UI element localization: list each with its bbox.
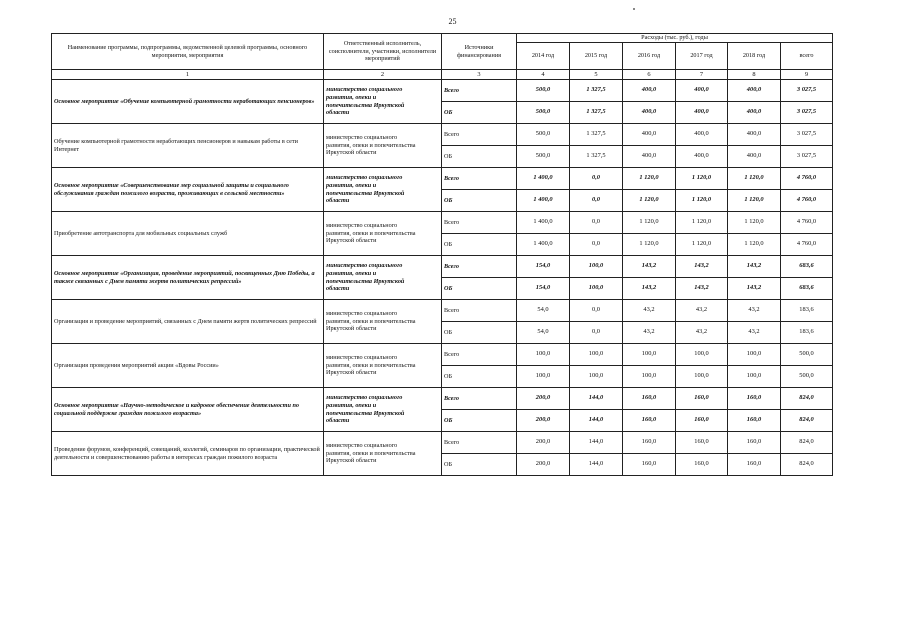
year-value: 144,0 — [570, 454, 623, 476]
year-value: 400,0 — [676, 102, 728, 124]
total-value: 683,6 — [781, 278, 833, 300]
funding-source: Всего — [442, 344, 517, 366]
table-body — [52, 80, 833, 476]
year-value: 160,0 — [676, 388, 728, 410]
funding-source: ОБ — [442, 190, 517, 212]
executor-line: министерство социального — [326, 393, 403, 401]
year-value: 160,0 — [623, 410, 676, 432]
executor-line: области — [326, 197, 350, 205]
executor-line: министерство социального — [326, 441, 398, 449]
year-value: 400,0 — [623, 102, 676, 124]
funding-source: ОБ — [442, 366, 517, 388]
executor-line: попечительства Иркутской — [326, 189, 405, 197]
year-value: 160,0 — [676, 454, 728, 476]
year-value: 154,0 — [517, 278, 570, 300]
funding-source: Всего — [442, 80, 517, 102]
executor-cell — [324, 388, 442, 432]
total-value: 4 760,0 — [781, 212, 833, 234]
year-value: 400,0 — [728, 146, 781, 168]
total-value: 4 760,0 — [781, 168, 833, 190]
executor-line: министерство социального — [326, 221, 398, 229]
header-year: 2017 год — [676, 43, 728, 70]
year-value: 160,0 — [623, 454, 676, 476]
column-number: 1 — [52, 70, 324, 80]
executor-line: развития, опеки и попечительства — [326, 361, 416, 369]
executor-line: попечительства Иркутской — [326, 101, 405, 109]
year-value: 0,0 — [570, 212, 623, 234]
column-number: 2 — [324, 70, 442, 80]
year-value: 200,0 — [517, 410, 570, 432]
activity-row — [52, 212, 833, 234]
year-value: 154,0 — [517, 256, 570, 278]
year-value: 1 327,5 — [570, 80, 623, 102]
year-value: 43,2 — [623, 300, 676, 322]
header-year: 2015 год — [570, 43, 623, 70]
executor-cell — [324, 212, 442, 256]
year-value: 1 120,0 — [676, 168, 728, 190]
year-value: 400,0 — [728, 102, 781, 124]
executor-line: развития, опеки и попечительства — [326, 229, 416, 237]
year-value: 100,0 — [570, 278, 623, 300]
executor-line: развития, опеки и попечительства — [326, 317, 416, 325]
funding-source: ОБ — [442, 234, 517, 256]
activity-row — [52, 300, 833, 322]
year-value: 43,2 — [676, 300, 728, 322]
column-number: 9 — [781, 70, 833, 80]
total-value: 824,0 — [781, 388, 833, 410]
funding-source: ОБ — [442, 322, 517, 344]
activity-name: Проведение форумов, конференций, совещаний, коллегий, семинаров по организации, практической деятельности и совершенствованию работы в интересах граждан пожилого возраста — [52, 432, 324, 476]
header-source: Источники финансирования — [442, 34, 517, 70]
year-value: 1 120,0 — [623, 212, 676, 234]
executor-line: министерство социального — [326, 133, 398, 141]
total-value: 500,0 — [781, 366, 833, 388]
total-value: 4 760,0 — [781, 190, 833, 212]
funding-source: ОБ — [442, 454, 517, 476]
activity-name: Основное мероприятие «Обучение компьютерной грамотности неработающих пенсионеров» — [52, 80, 324, 124]
executor-line: развития, опеки и попечительства — [326, 141, 416, 149]
header-year: 2018 год — [728, 43, 781, 70]
year-value: 400,0 — [728, 124, 781, 146]
column-number: 4 — [517, 70, 570, 80]
header-executor: Ответственный исполнитель, соисполнители, участники, исполнители мероприятий — [324, 34, 442, 70]
year-value: 100,0 — [517, 344, 570, 366]
total-value: 183,6 — [781, 300, 833, 322]
total-value: 3 027,5 — [781, 124, 833, 146]
executor-line: Иркутской области — [326, 325, 377, 333]
year-value: 144,0 — [570, 388, 623, 410]
year-value: 100,0 — [728, 366, 781, 388]
year-value: 100,0 — [570, 366, 623, 388]
funding-source: ОБ — [442, 278, 517, 300]
column-number: 6 — [623, 70, 676, 80]
executor-cell — [324, 300, 442, 344]
main-activity-row — [52, 80, 833, 102]
executor-line: министерство социального — [326, 309, 398, 317]
executor-cell — [324, 256, 442, 300]
activity-name: Основное мероприятие «Совершенствование мер социальной защиты и социального обслуживания граждан пожилого возраста, проживающих в сельской местности» — [52, 168, 324, 212]
year-value: 144,0 — [570, 410, 623, 432]
executor-line: попечительства Иркутской — [326, 409, 405, 417]
executor-cell — [324, 344, 442, 388]
year-value: 100,0 — [676, 344, 728, 366]
funding-source: Всего — [442, 432, 517, 454]
year-value: 43,2 — [623, 322, 676, 344]
year-value: 400,0 — [676, 146, 728, 168]
year-value: 1 120,0 — [676, 190, 728, 212]
total-value: 3 027,5 — [781, 146, 833, 168]
year-value: 100,0 — [517, 366, 570, 388]
year-value: 100,0 — [623, 366, 676, 388]
year-value: 1 327,5 — [570, 146, 623, 168]
year-value: 500,0 — [517, 102, 570, 124]
column-number: 8 — [728, 70, 781, 80]
year-value: 143,2 — [623, 278, 676, 300]
total-value: 824,0 — [781, 454, 833, 476]
year-value: 1 120,0 — [676, 234, 728, 256]
executor-line: развития, опеки и — [326, 181, 377, 189]
year-value: 54,0 — [517, 322, 570, 344]
activity-row — [52, 344, 833, 366]
total-value: 500,0 — [781, 344, 833, 366]
executor-line: министерство социального — [326, 261, 403, 269]
year-value: 1 120,0 — [728, 234, 781, 256]
budget-table — [51, 33, 833, 476]
year-value: 500,0 — [517, 80, 570, 102]
column-number: 7 — [676, 70, 728, 80]
year-value: 400,0 — [728, 80, 781, 102]
executor-line: области — [326, 109, 350, 117]
total-value: 824,0 — [781, 432, 833, 454]
year-value: 1 400,0 — [517, 234, 570, 256]
year-value: 144,0 — [570, 432, 623, 454]
executor-cell — [324, 168, 442, 212]
year-value: 1 120,0 — [728, 190, 781, 212]
executor-line: области — [326, 285, 350, 293]
year-value: 1 120,0 — [676, 212, 728, 234]
year-value: 0,0 — [570, 234, 623, 256]
year-value: 400,0 — [623, 146, 676, 168]
activity-name: Приобретение автотранспорта для мобильных социальных служб — [52, 212, 324, 256]
header-year: 2016 год — [623, 43, 676, 70]
year-value: 1 120,0 — [623, 168, 676, 190]
header-total: всего — [781, 43, 833, 70]
executor-line: развития, опеки и — [326, 93, 377, 101]
year-value: 1 120,0 — [623, 190, 676, 212]
funding-source: Всего — [442, 124, 517, 146]
executor-line: Иркутской области — [326, 457, 377, 465]
year-value: 43,2 — [728, 300, 781, 322]
year-value: 0,0 — [570, 190, 623, 212]
year-value: 143,2 — [728, 278, 781, 300]
activity-name: Обучение компьютерной грамотности неработающих пенсионеров и навыкам работы в сети Интернет — [52, 124, 324, 168]
total-value: 824,0 — [781, 410, 833, 432]
funding-source: Всего — [442, 300, 517, 322]
year-value: 100,0 — [570, 256, 623, 278]
header-expenses: Расходы (тыс. руб.), годы — [517, 34, 833, 43]
total-value: 683,6 — [781, 256, 833, 278]
executor-line: области — [326, 417, 350, 425]
funding-source: ОБ — [442, 102, 517, 124]
year-value: 1 327,5 — [570, 102, 623, 124]
activity-name: Основное мероприятие «Организация, проведение мероприятий, посвященных Дню Победы, а также связанных с Днем памяти жертв политических репрессий» — [52, 256, 324, 300]
year-value: 160,0 — [728, 432, 781, 454]
year-value: 500,0 — [517, 124, 570, 146]
activity-name: Организация и проведение мероприятий, связанных с Днем памяти жертв политических репрессий — [52, 300, 324, 344]
executor-cell — [324, 124, 442, 168]
year-value: 160,0 — [623, 388, 676, 410]
funding-source: Всего — [442, 168, 517, 190]
total-value: 4 760,0 — [781, 234, 833, 256]
page-number: 25 — [448, 17, 457, 26]
year-value: 143,2 — [676, 256, 728, 278]
total-value: 3 027,5 — [781, 102, 833, 124]
year-value: 160,0 — [728, 410, 781, 432]
total-value: 3 027,5 — [781, 80, 833, 102]
funding-source: Всего — [442, 388, 517, 410]
year-value: 43,2 — [728, 322, 781, 344]
funding-source: Всего — [442, 212, 517, 234]
year-value: 1 400,0 — [517, 190, 570, 212]
year-value: 100,0 — [623, 344, 676, 366]
scan-speck — [633, 8, 635, 10]
year-value: 200,0 — [517, 454, 570, 476]
year-value: 143,2 — [676, 278, 728, 300]
year-value: 0,0 — [570, 168, 623, 190]
year-value: 400,0 — [623, 80, 676, 102]
year-value: 100,0 — [728, 344, 781, 366]
year-value: 160,0 — [728, 454, 781, 476]
activity-row — [52, 432, 833, 454]
year-value: 400,0 — [676, 80, 728, 102]
year-value: 100,0 — [570, 344, 623, 366]
executor-line: развития, опеки и — [326, 401, 377, 409]
year-value: 160,0 — [623, 432, 676, 454]
year-value: 200,0 — [517, 432, 570, 454]
year-value: 1 400,0 — [517, 168, 570, 190]
year-value: 160,0 — [728, 388, 781, 410]
column-number: 3 — [442, 70, 517, 80]
executor-line: министерство социального — [326, 173, 403, 181]
column-number: 5 — [570, 70, 623, 80]
main-activity-row — [52, 388, 833, 410]
executor-line: Иркутской области — [326, 369, 377, 377]
main-activity-row — [52, 168, 833, 190]
executor-line: Иркутской области — [326, 237, 377, 245]
executor-line: развития, опеки и — [326, 269, 377, 277]
year-value: 143,2 — [728, 256, 781, 278]
year-value: 500,0 — [517, 146, 570, 168]
year-value: 143,2 — [623, 256, 676, 278]
year-value: 0,0 — [570, 322, 623, 344]
year-value: 1 120,0 — [728, 168, 781, 190]
executor-line: развития, опеки и попечительства — [326, 449, 416, 457]
header-year: 2014 год — [517, 43, 570, 70]
executor-line: министерство социального — [326, 85, 403, 93]
year-value: 160,0 — [676, 432, 728, 454]
year-value: 400,0 — [623, 124, 676, 146]
year-value: 1 120,0 — [728, 212, 781, 234]
executor-cell — [324, 432, 442, 476]
activity-name: Основное мероприятие «Научно-методическое и кадровое обеспечение деятельности по социальной поддержке граждан пожилого возраста» — [52, 388, 324, 432]
funding-source: ОБ — [442, 410, 517, 432]
funding-source: ОБ — [442, 146, 517, 168]
funding-source: Всего — [442, 256, 517, 278]
year-value: 0,0 — [570, 300, 623, 322]
header-name: Наименование программы, подпрограммы, ведомственной целевой программы, основного мероприятия, мероприятия — [52, 34, 324, 70]
year-value: 54,0 — [517, 300, 570, 322]
activity-name: Организация проведения мероприятий акции «Вдовы России» — [52, 344, 324, 388]
year-value: 400,0 — [676, 124, 728, 146]
year-value: 1 120,0 — [623, 234, 676, 256]
year-value: 43,2 — [676, 322, 728, 344]
executor-line: попечительства Иркутской — [326, 277, 405, 285]
year-value: 100,0 — [676, 366, 728, 388]
year-value: 200,0 — [517, 388, 570, 410]
executor-cell — [324, 80, 442, 124]
activity-row — [52, 124, 833, 146]
executor-line: министерство социального — [326, 353, 398, 361]
main-activity-row — [52, 256, 833, 278]
year-value: 160,0 — [676, 410, 728, 432]
year-value: 1 400,0 — [517, 212, 570, 234]
table-header — [52, 34, 833, 80]
total-value: 183,6 — [781, 322, 833, 344]
executor-line: Иркутской области — [326, 149, 377, 157]
year-value: 1 327,5 — [570, 124, 623, 146]
